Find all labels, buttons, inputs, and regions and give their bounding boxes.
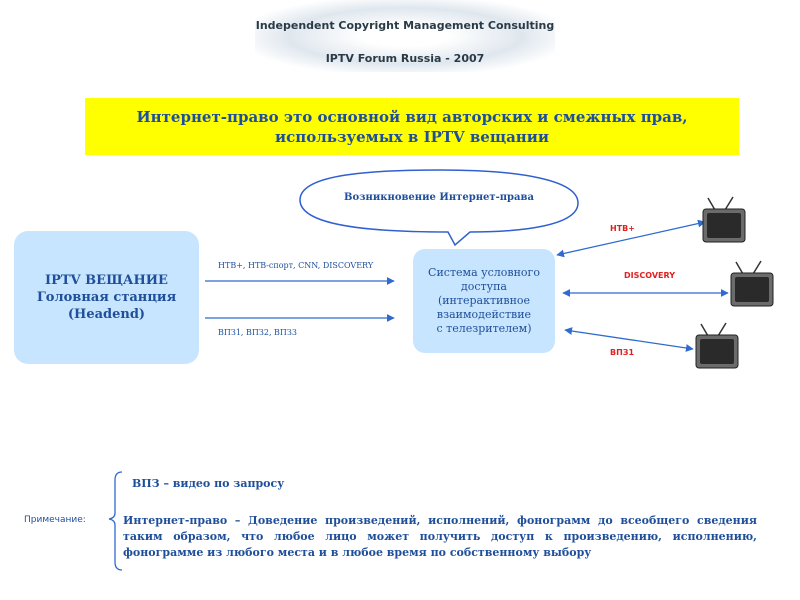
headend-box [14,231,199,364]
company-name: Independent Copyright Management Consulting [255,19,555,32]
output-label-discovery: DISCOVERY [624,271,676,280]
headend-label: IPTV ВЕЩАНИЕ Головная станция (Headend) [36,273,177,322]
page-title: Интернет-право это основной вид авторских и смежных прав, используемых в IPTV вещании [136,107,688,146]
cas-label: Система условного доступа (интерактивное взаимодействие с телезрителем) [428,266,540,335]
note-bracket [109,472,122,570]
vpz1-arrow [565,330,693,349]
note-vod-definition: ВПЗ – видео по запросу [132,477,285,490]
cas-box [413,249,555,353]
tv-icon [703,197,745,242]
output-label-ntv: НТВ+ [610,224,635,233]
note-internet-right-definition: Интернет-право – Доведение произведений, исполнений, фонограмм до всеобщего сведения таким образом, что любое лицо может получить доступ к произведению, исполнению, фонограмме из любого места и в любое время по собственному выбору [123,514,757,559]
vod-label: ВПЗ1, ВПЗ2, ВПЗ3 [218,328,297,337]
callout-bubble [300,170,578,245]
event-name: IPTV Forum Russia - 2007 [325,52,485,65]
tv-icon [731,261,773,306]
output-label-vpz1: ВПЗ1 [610,348,635,357]
tv-icon [696,323,738,368]
channels-label: НТВ+, НТВ-спорт, CNN, DISCOVERY [218,261,374,270]
bubble-text: Возникновение Интернет-права [344,192,534,203]
note-label: Примечание: [24,515,86,525]
